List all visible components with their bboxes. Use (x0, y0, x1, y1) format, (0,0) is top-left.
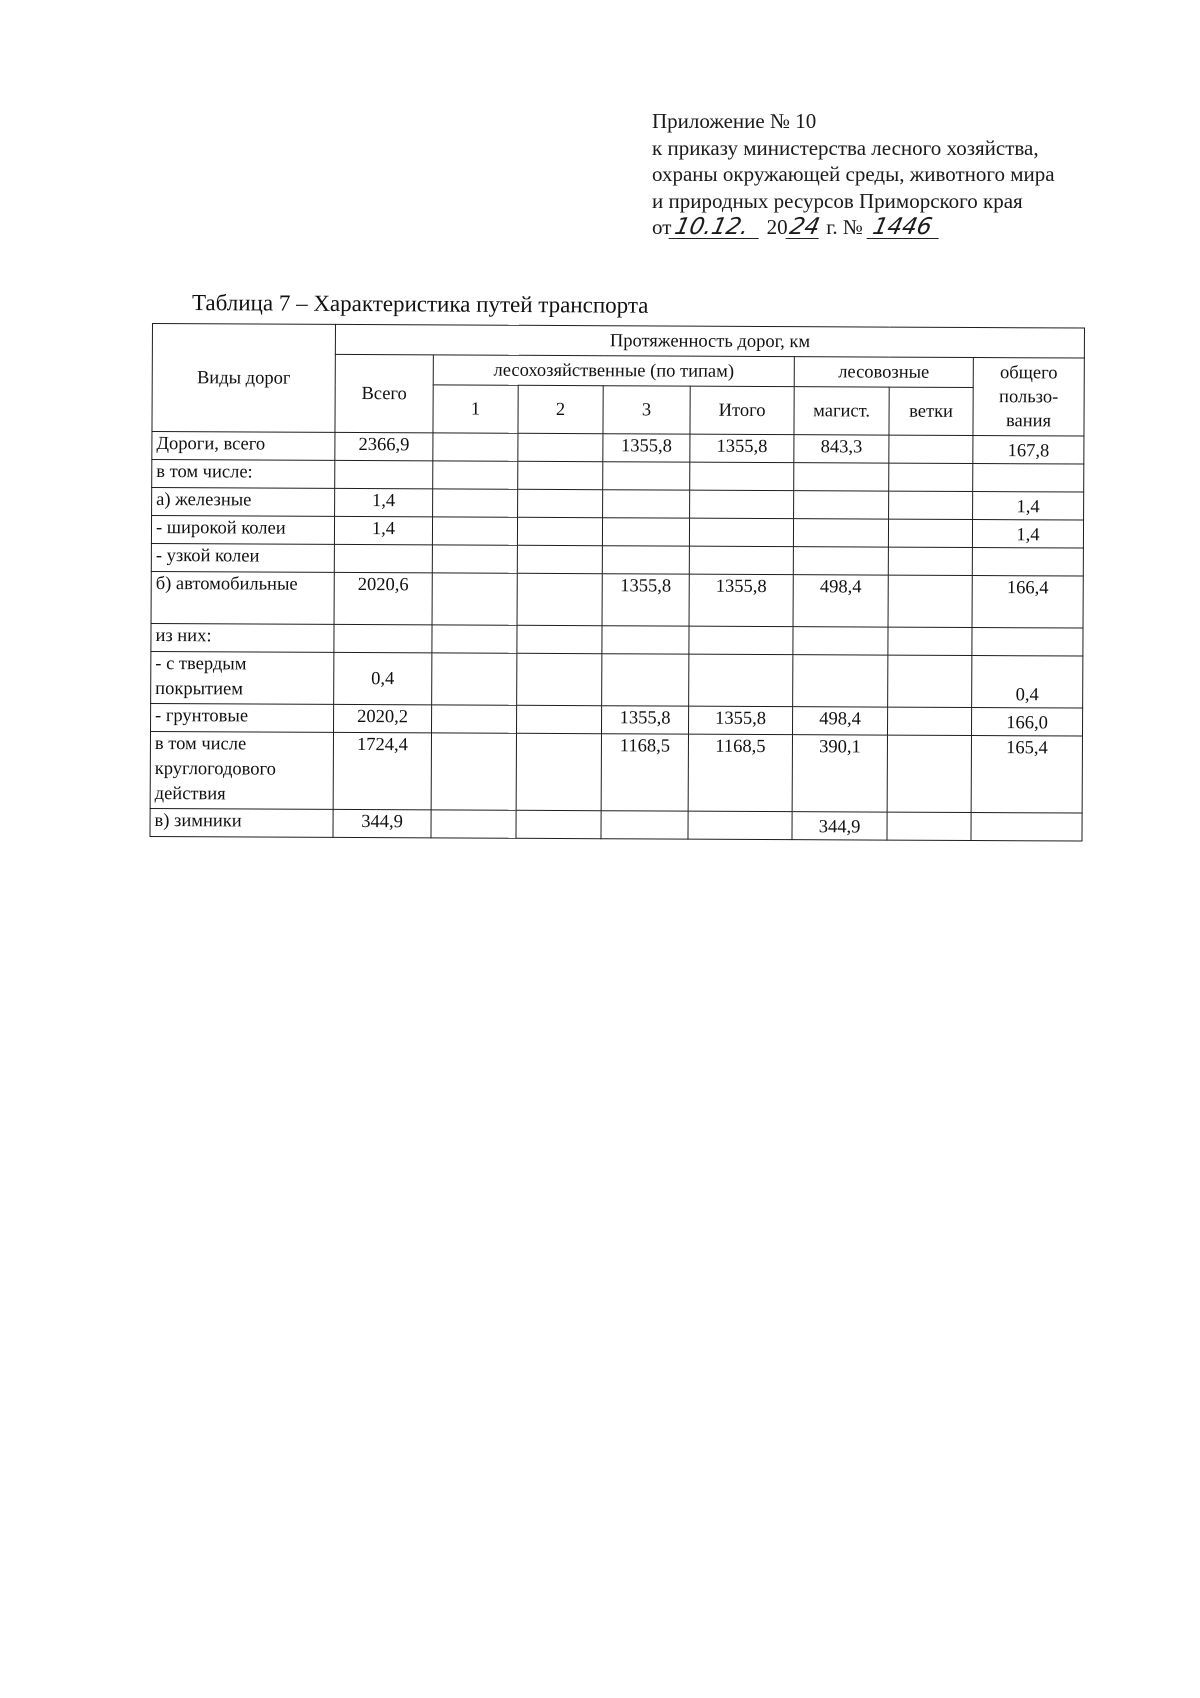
cell-public-use (972, 628, 1083, 657)
cell-main-roads: 390,1 (792, 735, 887, 812)
cell-branches (888, 627, 972, 655)
table-row (151, 651, 1083, 708)
table-row (152, 432, 1084, 465)
cell-type-1 (432, 517, 517, 545)
table-row (152, 488, 1084, 521)
cell-forestry-total: 1355,8 (690, 434, 794, 463)
header-total: Всего (335, 354, 433, 432)
cell-forestry-total (689, 546, 793, 575)
cell-total (334, 624, 432, 652)
row-label: в) зимники (150, 808, 333, 837)
table-row (151, 623, 1083, 656)
table-row (151, 516, 1083, 549)
cell-public-use (973, 464, 1084, 493)
cell-main-roads (794, 463, 889, 491)
handwritten-year: 24 (786, 214, 822, 240)
cell-type-2 (517, 653, 602, 705)
cell-type-1 (432, 625, 517, 653)
cell-main-roads: 843,3 (794, 435, 889, 463)
row-label: б) автомобильные (151, 571, 334, 624)
header-branches: ветки (889, 387, 973, 435)
row-label: - широкой колеи (151, 516, 334, 545)
cell-branches (888, 575, 972, 627)
cell-forestry-total (689, 654, 793, 707)
cell-type-1 (432, 545, 517, 573)
row-label: - узкой колеи (151, 543, 334, 572)
header-length-group: Протяженность дорог, км (335, 324, 1084, 358)
row-label: из них: (151, 623, 334, 652)
cell-branches (889, 491, 973, 519)
cell-main-roads (793, 519, 888, 547)
cell-total: 1724,4 (333, 732, 431, 809)
cell-public-use: 167,8 (973, 436, 1084, 465)
cell-type-1 (432, 705, 517, 733)
appendix-header (652, 108, 1172, 241)
cell-branches (887, 707, 971, 735)
cell-type-2 (518, 433, 603, 461)
cell-total: 2020,2 (334, 704, 432, 732)
cell-type-2 (518, 461, 603, 489)
roads-table-wrapper (149, 323, 1084, 842)
cell-main-roads (793, 547, 888, 575)
cell-type-2 (517, 517, 602, 545)
table-title: Таблица 7 – Характеристика путей транспорта (191, 290, 649, 318)
cell-type-3: 1355,8 (603, 434, 690, 462)
cell-type-3: 1355,8 (601, 706, 688, 734)
cell-main-roads (793, 627, 888, 655)
cell-forestry-total (688, 811, 792, 840)
appendix-date-line (652, 214, 1172, 241)
cell-type-3 (601, 811, 688, 839)
header-type-2: 2 (518, 385, 603, 433)
cell-public-use: 166,4 (972, 576, 1083, 629)
table-row (152, 460, 1084, 493)
row-label: - грунтовые (151, 703, 334, 732)
row-label: - с твердым покрытием (151, 651, 334, 704)
cell-type-2 (516, 733, 601, 810)
cell-branches (887, 735, 971, 812)
cell-main-roads (793, 655, 888, 707)
cell-forestry-total: 1168,5 (688, 734, 792, 812)
cell-public-use: 1,4 (973, 492, 1084, 521)
header-logging-group: лесовозные (794, 357, 973, 388)
cell-type-1 (431, 810, 516, 838)
cell-public-use: 166,0 (971, 708, 1082, 737)
cell-forestry-total (690, 490, 794, 519)
cell-total: 0,4 (334, 652, 432, 704)
cell-total (335, 460, 433, 488)
cell-type-3 (602, 546, 689, 574)
cell-type-3: 1168,5 (601, 734, 688, 811)
table-row (150, 731, 1082, 813)
cell-type-2 (517, 545, 602, 573)
cell-branches (889, 435, 973, 463)
roads-table (149, 323, 1085, 842)
cell-main-roads: 344,9 (792, 812, 887, 840)
table-row (150, 808, 1082, 841)
row-label: в том числе круглогодового действия (150, 731, 333, 809)
number-label: г. № (826, 215, 863, 239)
row-label: а) железные (152, 488, 335, 517)
cell-type-3 (602, 518, 689, 546)
header-public-use: общего пользо-вания (973, 358, 1084, 437)
cell-total: 1,4 (334, 516, 432, 544)
cell-type-2 (516, 810, 601, 838)
cell-type-3: 1355,8 (602, 574, 689, 626)
date-prefix: от (652, 215, 672, 239)
cell-type-3 (602, 654, 689, 706)
handwritten-order-number: 1446 (867, 216, 944, 239)
cell-branches (888, 547, 972, 575)
cell-branches (889, 463, 973, 491)
cell-total: 2366,9 (335, 432, 433, 460)
cell-main-roads: 498,4 (792, 707, 887, 735)
cell-type-2 (516, 705, 601, 733)
cell-total: 344,9 (333, 809, 431, 837)
appendix-number: Приложение № 10 (652, 109, 817, 133)
handwritten-date: 10.12. (669, 216, 764, 239)
header-row-1 (152, 324, 1084, 359)
cell-public-use: 1,4 (972, 520, 1083, 549)
year-prefix: 20 (766, 215, 788, 239)
cell-forestry-total (689, 626, 793, 655)
table-row (151, 543, 1083, 576)
cell-type-3 (603, 490, 690, 518)
cell-forestry-total: 1355,8 (688, 706, 792, 735)
header-type-3: 3 (603, 386, 690, 434)
cell-forestry-total (690, 462, 794, 491)
cell-type-1 (433, 461, 518, 489)
cell-branches (888, 655, 972, 707)
cell-type-2 (517, 625, 602, 653)
header-type-1: 1 (433, 385, 518, 433)
cell-type-2 (518, 489, 603, 517)
cell-branches (888, 519, 972, 547)
cell-total (334, 544, 432, 572)
cell-type-1 (431, 733, 516, 810)
cell-type-3 (603, 462, 690, 490)
table-row (151, 703, 1083, 736)
cell-main-roads (794, 491, 889, 519)
cell-type-1 (433, 433, 518, 461)
header-forestry-total: Итого (690, 386, 794, 435)
header-road-type: Виды дорог (152, 324, 336, 433)
appendix-order-line: к приказу министерства лесного хозяйства, (652, 135, 1039, 160)
cell-forestry-total (689, 518, 793, 547)
cell-public-use: 0,4 (972, 656, 1083, 709)
cell-total: 1,4 (335, 488, 433, 516)
cell-type-2 (517, 573, 602, 625)
cell-main-roads: 498,4 (793, 575, 888, 627)
cell-public-use (971, 813, 1082, 842)
header-main-roads: магист. (794, 387, 889, 435)
cell-total: 2020,6 (334, 572, 432, 624)
cell-type-1 (433, 489, 518, 517)
cell-public-use: 165,4 (971, 736, 1082, 814)
appendix-region-line: и природных ресурсов Приморского края (652, 188, 1023, 213)
header-forestry-group: лесохозяйственные (по типам) (433, 355, 794, 387)
row-label: в том числе: (152, 460, 335, 489)
cell-type-3 (602, 626, 689, 654)
cell-forestry-total: 1355,8 (689, 574, 793, 627)
cell-branches (887, 812, 971, 840)
cell-public-use (972, 548, 1083, 577)
table-row (151, 571, 1083, 628)
cell-type-1 (432, 573, 517, 625)
appendix-ministry-line: охраны окружающей среды, животного мира (652, 162, 1055, 186)
row-label: Дороги, всего (152, 432, 335, 461)
cell-type-1 (432, 653, 517, 705)
